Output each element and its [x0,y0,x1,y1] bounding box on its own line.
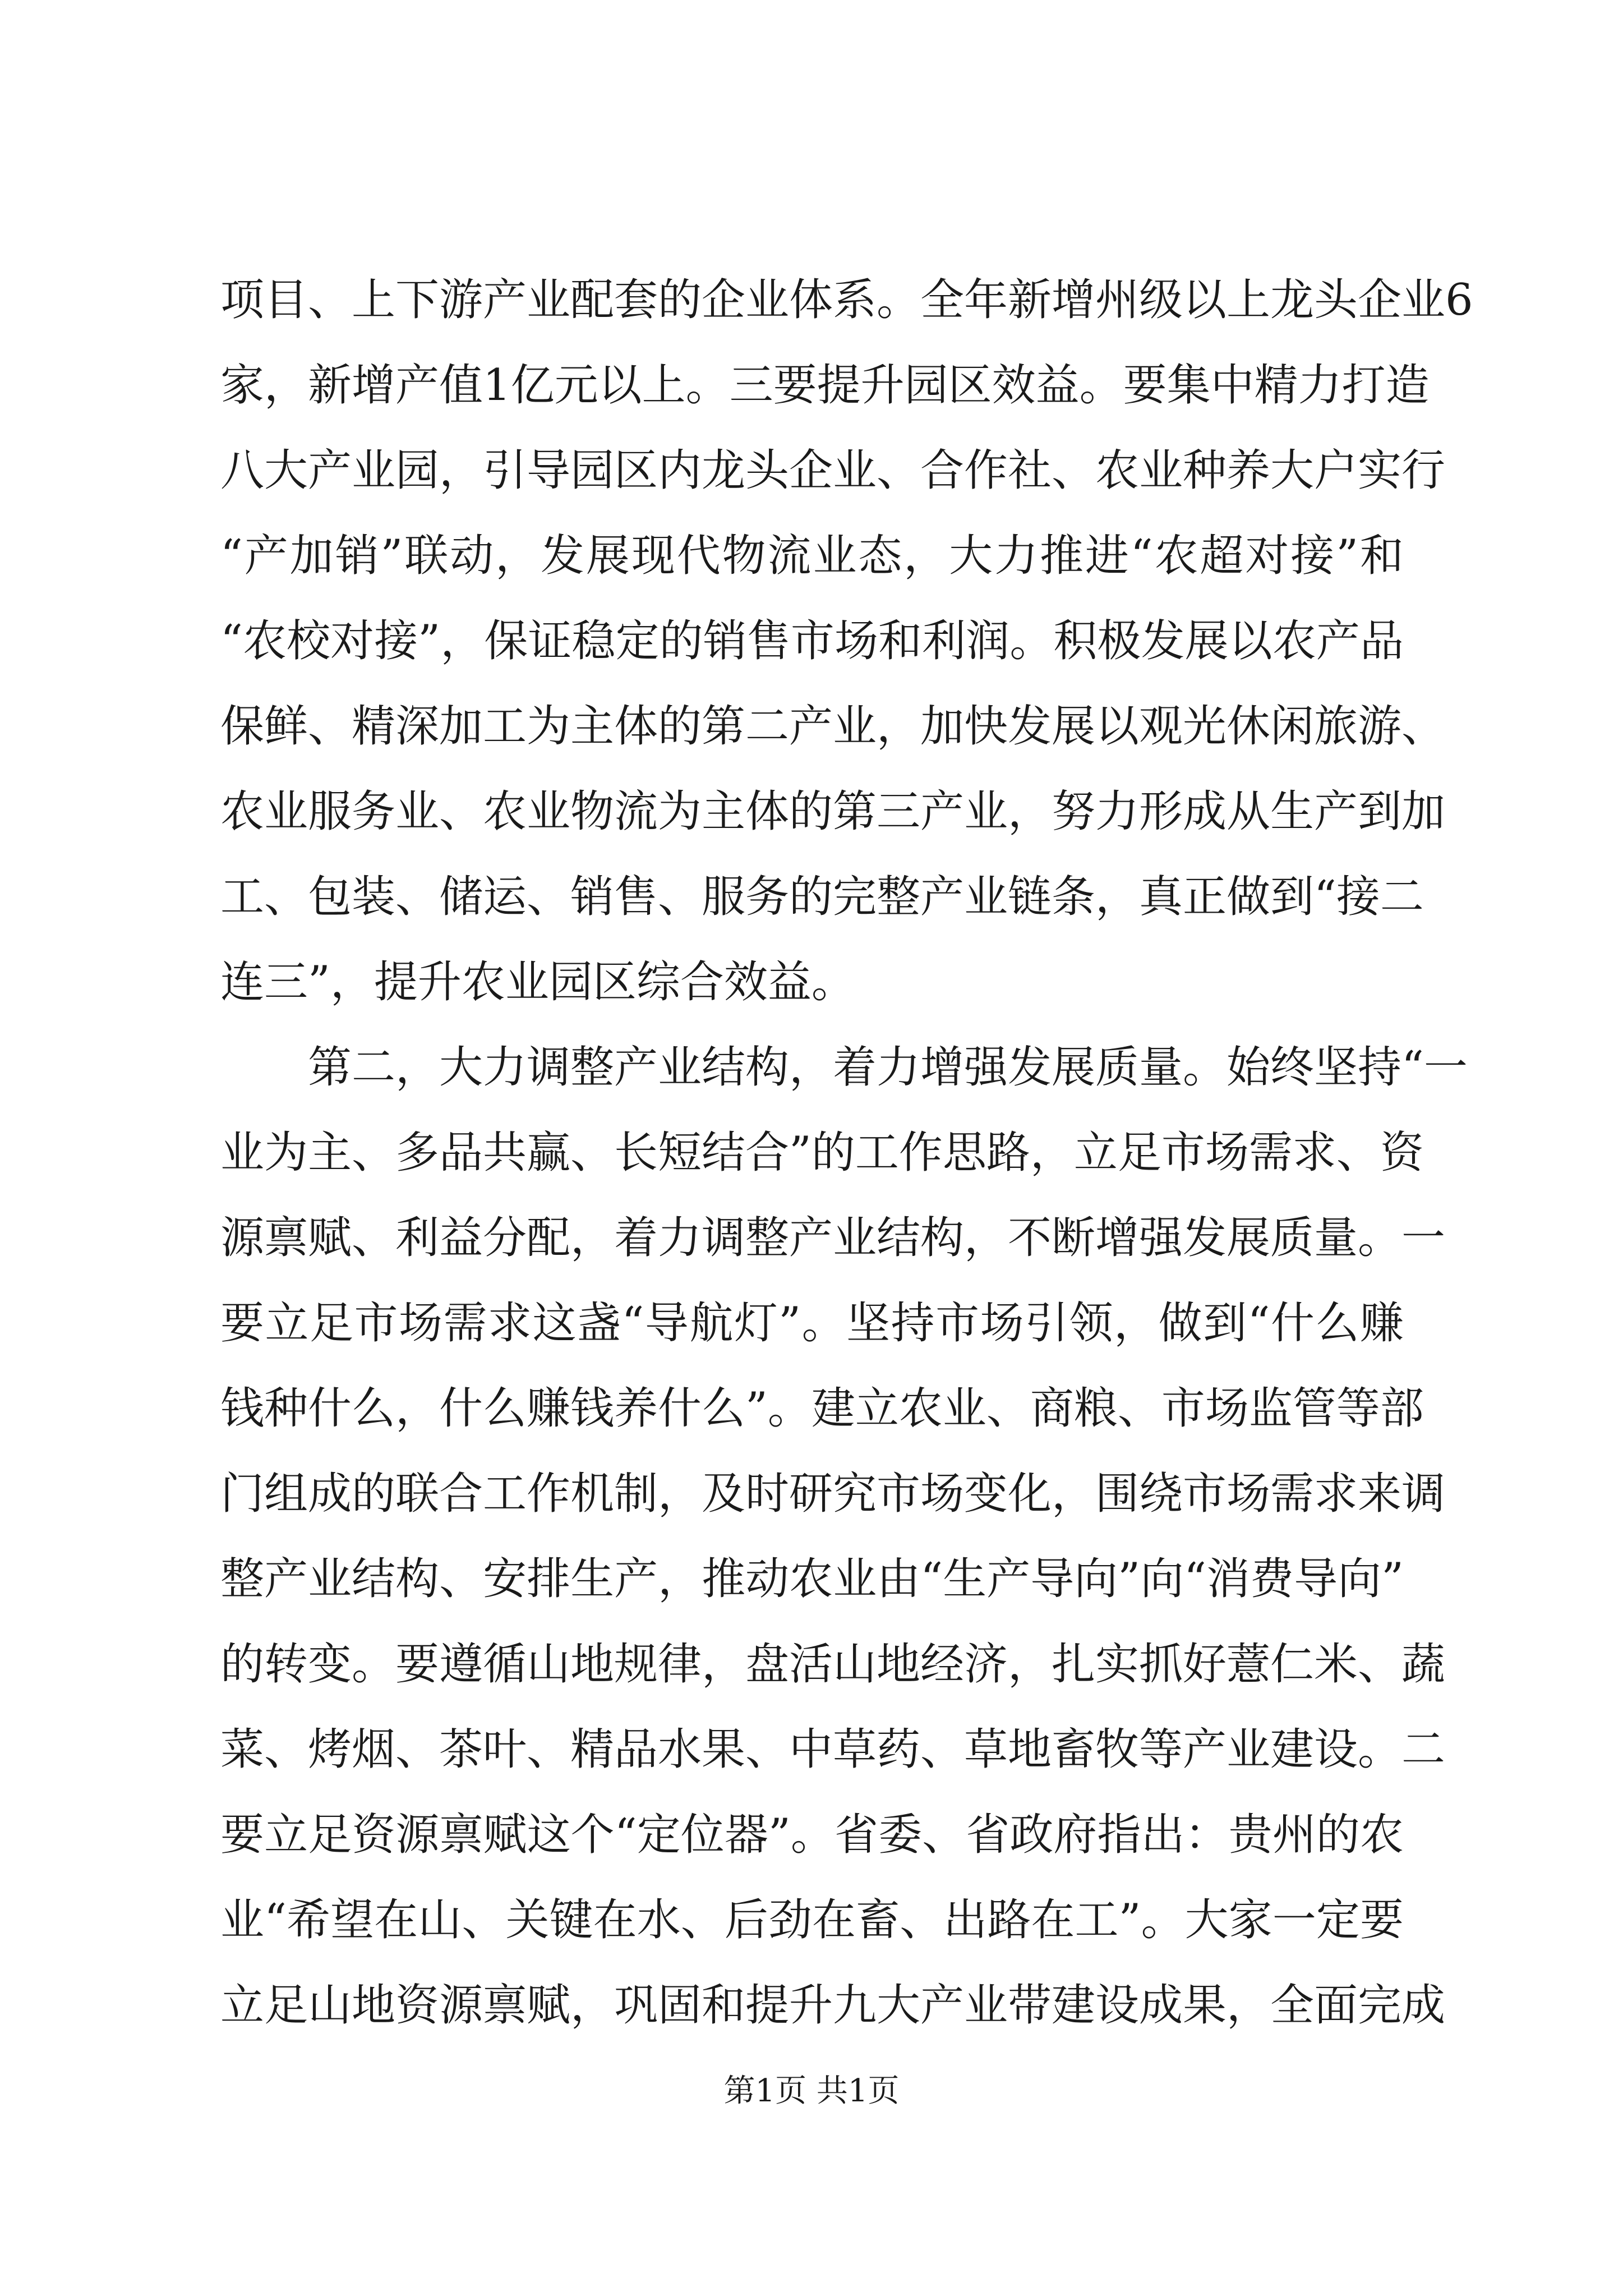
text-line: 要立足市场需求这盏“导航灯”。坚持市场引领，做到“什么赚 [220,1298,1404,1349]
text-line: 要立足资源禀赋这个“定位器”。省委、省政府指出：贵州的农 [220,1810,1404,1860]
text-line: 保鲜、精深加工为主体的第二产业，加快发展以观光休闲旅游、 [220,701,1446,752]
text-line: 工、包装、储运、销售、服务的完整产业链条，真正做到“接二 [220,872,1424,922]
text-line: 业为主、多品共赢、长短结合”的工作思路，立足市场需求、资 [220,1128,1424,1178]
text-line: 钱种什么，什么赚钱养什么”。建立农业、商粮、市场监管等部 [220,1383,1424,1434]
text-line: 整产业结构、安排生产，推动农业由“生产导向”向“消费导向” [220,1554,1404,1604]
text-line: “农校对接”，保证稳定的销售市场和利润。积极发展以农产品 [220,616,1404,666]
text-line: 项目、上下游产业配套的企业体系。全年新增州级以上龙头企业6 [220,275,1473,325]
text-line: “产加销”联动，发展现代物流业态，大力推进“农超对接”和 [220,531,1404,581]
page-number-footer: 第1页 共1页 [723,2073,900,2109]
text-line: 的转变。要遵循山地规律，盘活山地经济，扎实抓好薏仁米、蔬 [220,1639,1446,1690]
text-line: 业“希望在山、关键在水、后劲在畜、出路在工”。大家一定要 [220,1895,1404,1945]
text-line: 农业服务业、农业物流为主体的第三产业，努力形成从生产到加 [220,786,1446,837]
text-line: 门组成的联合工作机制，及时研究市场变化，围绕市场需求来调 [220,1469,1446,1519]
text-line: 家，新增产值1亿元以上。三要提升园区效益。要集中精力打造 [220,360,1430,411]
paragraph-start-line: 第二，大力调整产业结构，着力增强发展质量。始终坚持“一 [308,1042,1468,1093]
document-body [220,257,1473,2048]
text-line: 源禀赋、利益分配，着力调整产业结构，不断增强发展质量。一 [220,1213,1446,1263]
text-line: 八大产业园，引导园区内龙头企业、合作社、农业种养大户实行 [220,445,1446,496]
text-line: 立足山地资源禀赋，巩固和提升九大产业带建设成果，全面完成 [220,1980,1446,2031]
text-line: 连三”，提升农业园区综合效益。 [220,957,855,1007]
text-line: 菜、烤烟、茶叶、精品水果、中草药、草地畜牧等产业建设。二 [220,1724,1446,1775]
